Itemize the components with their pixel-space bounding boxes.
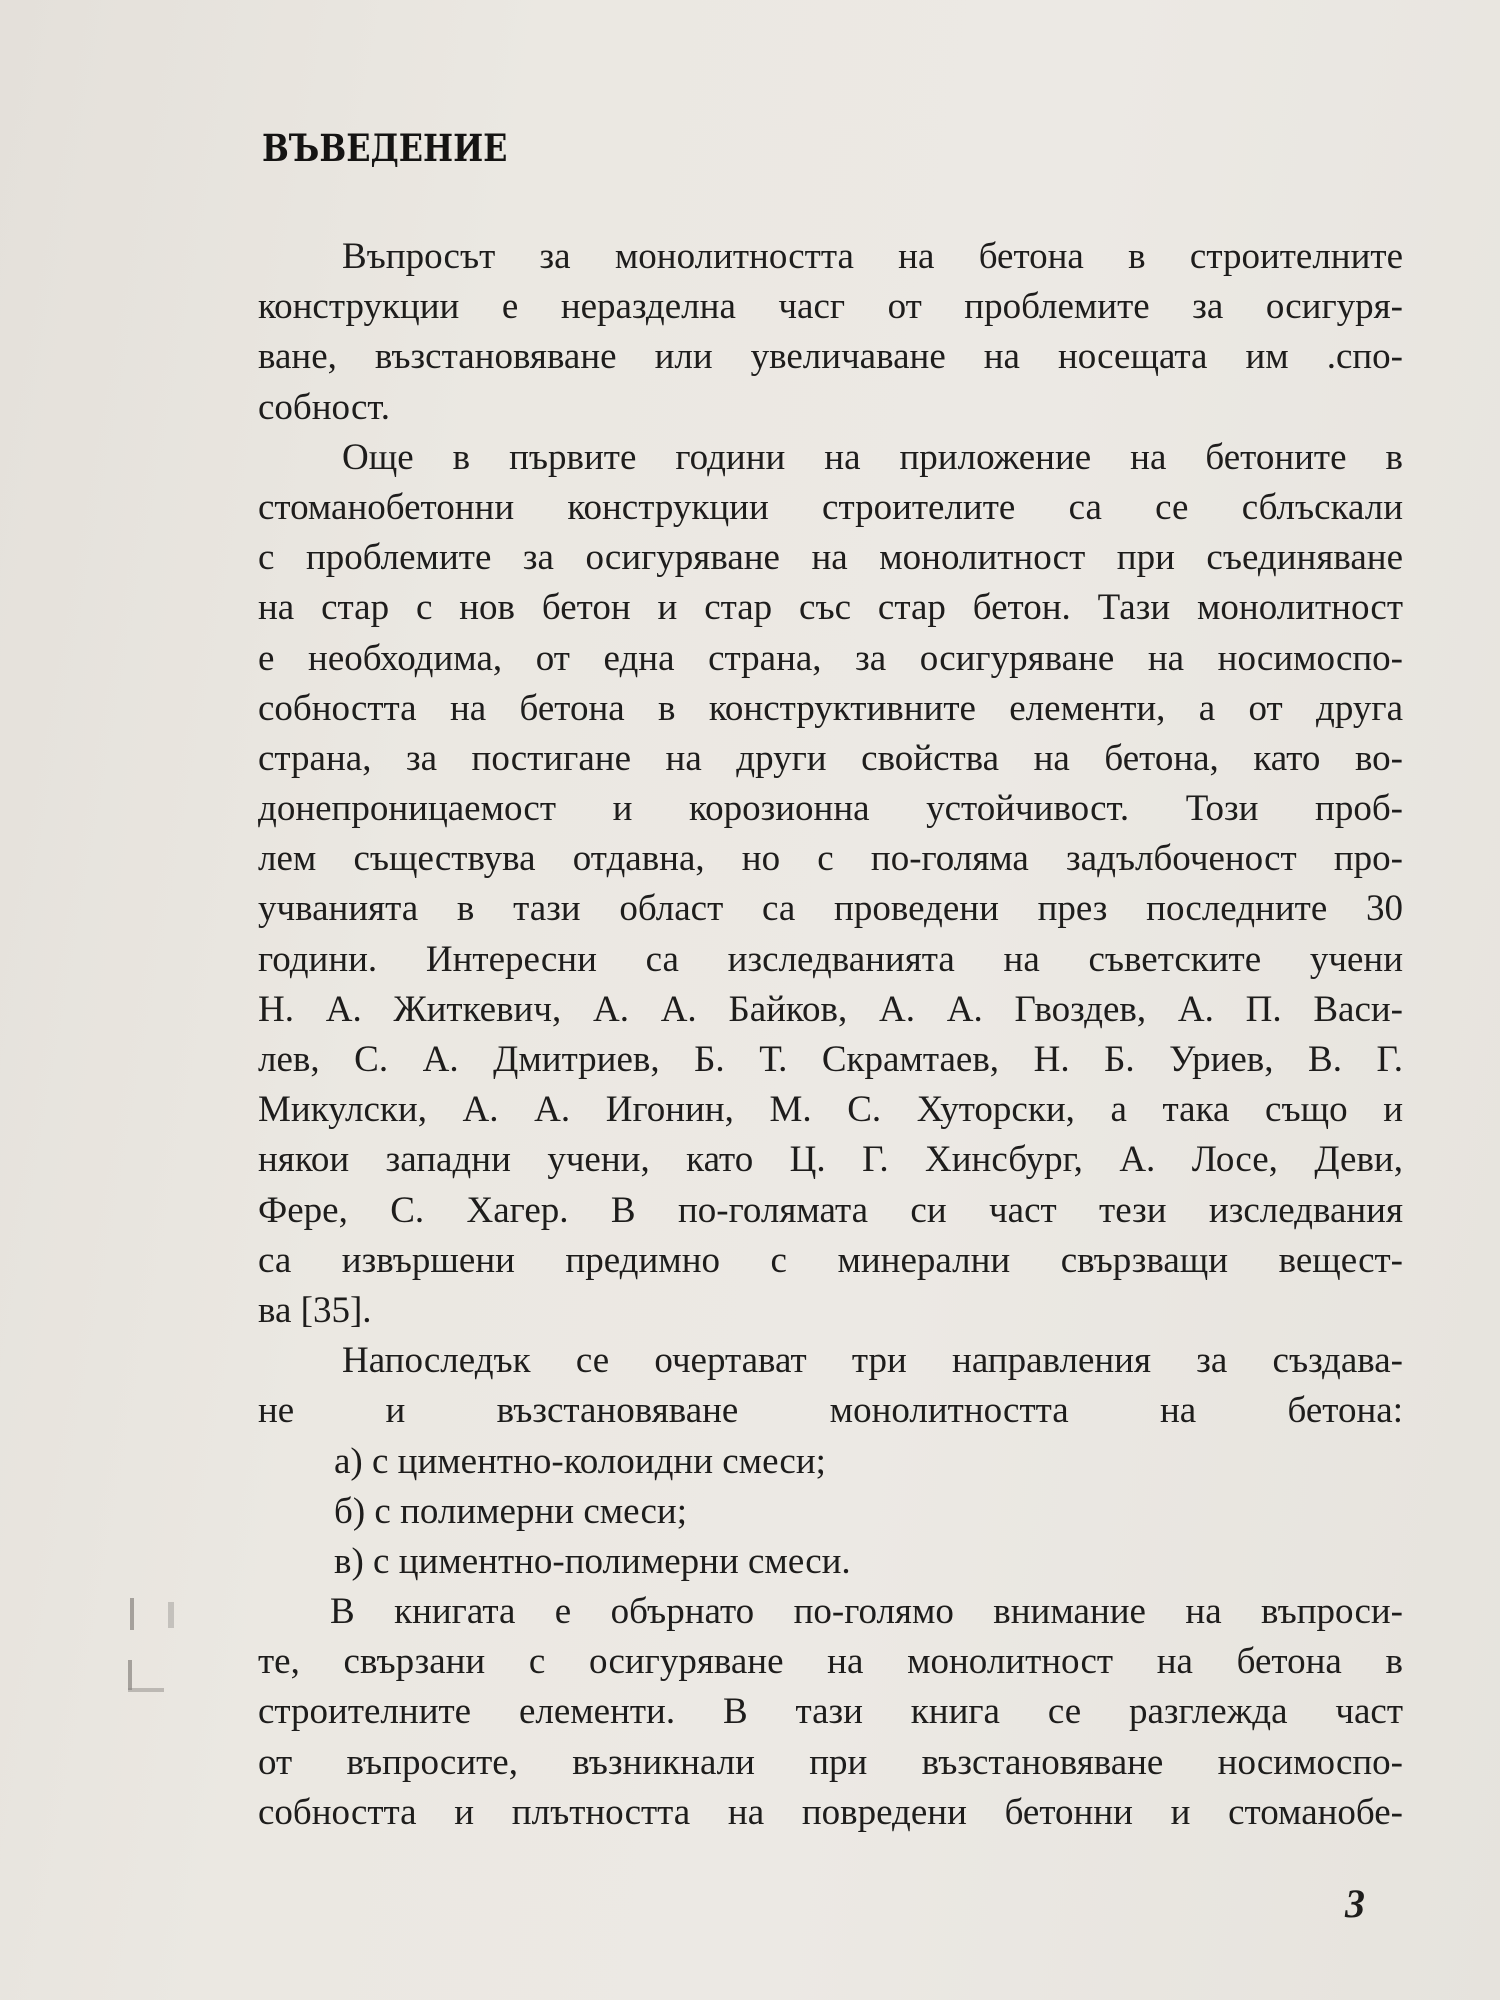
text-line: на стар с нов бетон и стар със стар бетон. Тази монолитност	[258, 587, 1403, 629]
text-line: учванията в тази област са проведени през последните 30	[258, 888, 1403, 930]
text-line: Въпросът за монолитността на бетона в строителните	[342, 236, 1403, 277]
margin-mark	[130, 1598, 134, 1630]
text-line: Микулски, А. А. Игонин, М. С. Хуторски, а така също и	[258, 1089, 1403, 1131]
text-line: Н. А. Житкевич, А. А. Байков, А. А. Гвоздев, А. П. Васи-	[258, 988, 1403, 1030]
text-line: те, свързани с осигуряване на монолитност на бетона в	[258, 1641, 1403, 1683]
text-line: не и възстановяване монолитността на бетона:	[258, 1390, 1403, 1432]
text-line: донепроницаемост и корозионна устойчивост. Този проб-	[258, 788, 1403, 830]
margin-mark	[128, 1660, 132, 1690]
text-line: Напоследък се очертават три направления за създава-	[342, 1340, 1403, 1382]
text-line: В книгата е обърнато по-голямо внимание на въпроси-	[330, 1591, 1403, 1633]
text-line: Още в първите години на приложение на бетоните в	[342, 436, 1403, 478]
body-text	[258, 232, 1403, 1838]
text-line: стоманобетонни конструкции строителите са се сблъскали	[258, 486, 1403, 528]
text-line: някои западни учени, като Ц. Г. Хинсбург, А. Лосе, Деви,	[258, 1139, 1403, 1181]
text-line: лев, С. А. Дмитриев, Б. Т. Скрамтаев, Н. Б. Уриев, В. Г.	[258, 1039, 1403, 1080]
text-line: с проблемите за осигуряване на монолитност при съединяване	[258, 537, 1403, 579]
text-line: от въпросите, възникнали при възстановяване носимоспо-	[258, 1741, 1403, 1783]
text-line: са извършени предимно с минерални свързващи вещест-	[258, 1239, 1403, 1281]
text-line: конструкции е неразделна часг от проблемите за осигуря-	[258, 286, 1403, 328]
chapter-heading: ВЪВЕДЕНИЕ	[262, 126, 508, 170]
margin-mark	[128, 1688, 164, 1692]
text-line: б) с полимерни смеси;	[334, 1490, 688, 1532]
text-line: е необходима, от една страна, за осигуряване на носимоспо-	[258, 637, 1403, 679]
text-line: Фере, С. Хагер. В по-голямата си част тези изследвания	[258, 1189, 1403, 1231]
text-line: строителните елементи. В тази книга се разглежда част	[258, 1691, 1403, 1733]
text-line: а) с циментно-колоидни смеси;	[334, 1440, 826, 1482]
text-line: лем съществува отдавна, но с по-голяма задълбоченост про-	[258, 838, 1403, 880]
text-line: страна, за постигане на други свойства на бетона, като во-	[258, 737, 1403, 779]
text-line: години. Интересни са изследванията на съветските учени	[258, 938, 1403, 980]
text-line: в) с циментно-полимерни смеси.	[334, 1540, 851, 1582]
text-line: собността на бетона в конструктивните елементи, а от друга	[258, 687, 1403, 729]
page-number: 3	[1345, 1881, 1365, 1926]
text-line: ва [35].	[258, 1289, 372, 1331]
text-line: собността и плътността на повредени бетонни и стоманобе-	[258, 1791, 1403, 1833]
margin-mark	[168, 1602, 174, 1628]
text-line: ване, възстановяване или увеличаване на носещата им .спо-	[258, 336, 1403, 378]
text-line: собност.	[258, 386, 391, 428]
